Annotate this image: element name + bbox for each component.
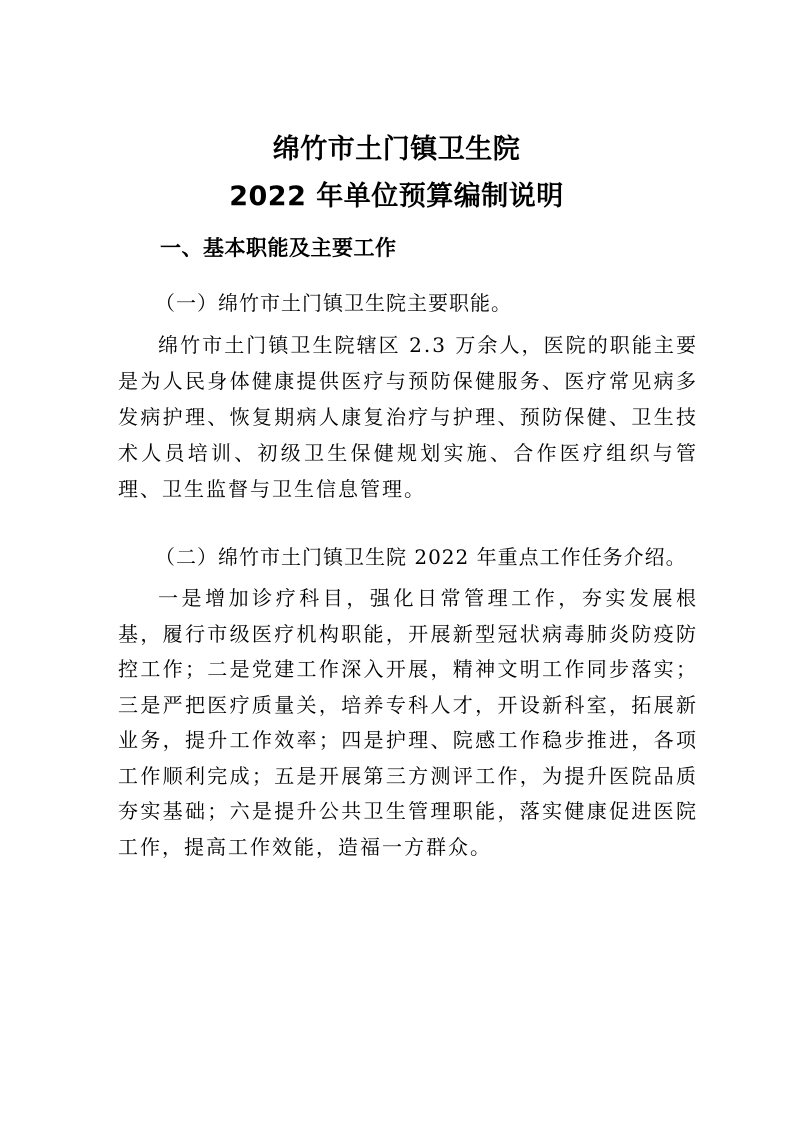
subsection-heading-main-functions: （一）绵竹市土门镇卫生院主要职能。: [155, 291, 512, 315]
subsection-heading-key-tasks: （二）绵竹市土门镇卫生院 2022 年重点工作任务介绍。: [155, 545, 687, 569]
paragraph-key-tasks: 一是增加诊疗科目，强化日常管理工作，夯实发展根基，履行市级医疗机构职能，开展新型冠状病毒肺炎防疫防控工作；二是党建工作深入开展，精神文明工作同步落实；三是严把医疗质量关，培养专科人才，开设新科室，拓展新业务，提升工作效率；四是护理、院感工作稳步推进，各项工作顺利完成；五是开展第三方测评工作，为提升医院品质夯实基础；六是提升公共卫生管理职能，落实健康促进医院工作，提高工作效能，造福一方群众。: [118, 586, 698, 859]
document-title-line2: 2022 年单位预算编制说明: [229, 181, 564, 212]
paragraph-main-functions: 绵竹市土门镇卫生院辖区 2.3 万余人，医院的职能主要是为人民身体健康提供医疗与预防保健服务、医疗常见病多发病护理、恢复期病人康复治疗与护理、预防保健、卫生技术人员培训、初级卫生保健规划实施、合作医疗组织与管理、卫生监督与卫生信息管理。: [118, 333, 698, 501]
document-title-line1: 绵竹市土门镇卫生院: [272, 134, 521, 165]
section-heading-basic-functions: 一、基本职能及主要工作: [160, 236, 397, 260]
